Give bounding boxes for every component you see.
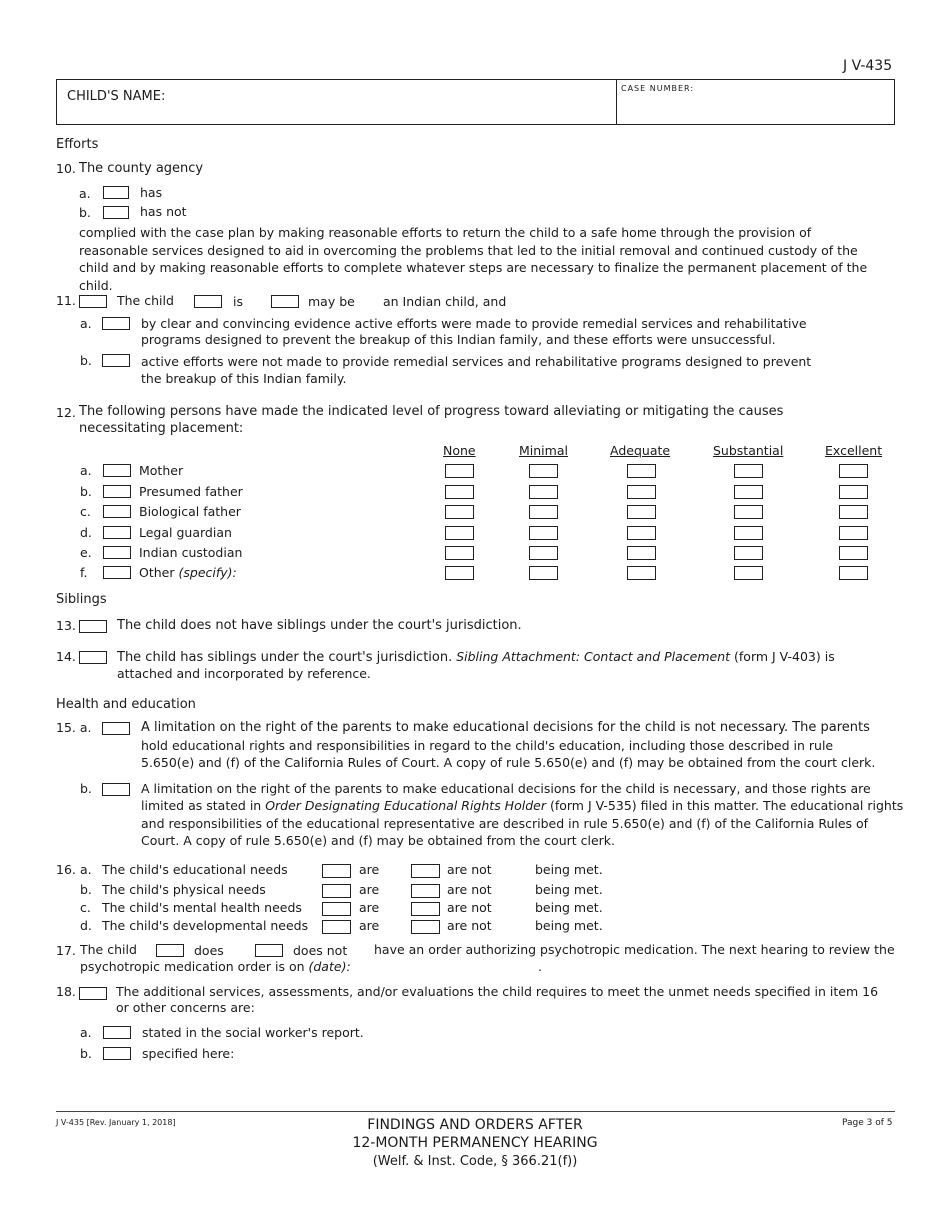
item-17-line2: [80, 959, 351, 974]
item-12-person-name: Mother: [139, 463, 184, 478]
item-11-is-checkbox[interactable]: [194, 295, 222, 308]
item-12-number: 12.: [56, 405, 76, 420]
item-16-are-not-checkbox[interactable]: [411, 920, 440, 934]
item-12-person-checkbox[interactable]: [103, 546, 131, 559]
item-18b-letter: b.: [80, 1046, 92, 1061]
progress-none-checkbox[interactable]: [445, 566, 474, 580]
progress-adequate-checkbox[interactable]: [627, 505, 656, 519]
col-excellent: Excellent: [825, 443, 883, 458]
item-11-child-label: The child: [117, 293, 174, 308]
item-12-person-label: [139, 484, 243, 499]
item-10b-label: has not: [140, 204, 187, 219]
item-11b-text: active efforts were not made to provide remedial services and rehabilitative programs designed to prevent the breakup of this Indian family.: [141, 354, 812, 386]
item-10-body: complied with the case plan by making reasonable efforts to return the child to a safe home through the provision of reasonable services designed to aid in overcoming the problems that led to the initial removal and continued custody of the child and by making reasonable efforts to complete whatever steps are necessary to finalize the permanent placement of the child.: [79, 225, 868, 293]
item-17-does-not: does not: [293, 943, 348, 958]
caption-divider: [616, 80, 617, 124]
child-name-label: CHILD'S NAME:: [67, 89, 166, 104]
progress-minimal-checkbox[interactable]: [529, 566, 558, 580]
progress-substantial-checkbox[interactable]: [734, 526, 763, 540]
item-16-are-checkbox[interactable]: [322, 920, 351, 934]
progress-excellent-checkbox[interactable]: [839, 546, 868, 560]
item-15-number: 15. a.: [56, 720, 92, 735]
item-15b-line2: [141, 798, 903, 813]
section-heading-health: Health and education: [56, 697, 196, 712]
item-17-order-text: psychotropic medication order is on: [80, 959, 305, 974]
item-17-text: have an order authorizing psychotropic medication. The next hearing to review the: [374, 942, 895, 957]
progress-none-checkbox[interactable]: [445, 464, 474, 478]
progress-adequate-checkbox[interactable]: [627, 546, 656, 560]
section-heading-siblings: Siblings: [56, 592, 107, 607]
item-18-checkbox[interactable]: [79, 987, 107, 1000]
item-12-row-letter: b.: [80, 484, 92, 499]
item-16-are-not-checkbox[interactable]: [411, 884, 440, 898]
item-16-are-checkbox[interactable]: [322, 884, 351, 898]
item-18-number: 18.: [56, 984, 76, 999]
item-16-are-not-label: are not: [447, 862, 492, 877]
item-11a-checkbox[interactable]: [102, 317, 130, 330]
item-15a-rest: hold educational rights and responsibilities in regard to the child's education, including those described in rule 5.650(e) and (f) of the California Rules of Court. A copy of rule 5.650(e) and (f) may be obtained from the court clerk.: [141, 738, 876, 770]
item-13-text: The child does not have siblings under the court's jurisdiction.: [117, 618, 522, 633]
item-17-period: .: [538, 959, 542, 974]
item-15b-rest: and responsibilities of the educational representative are described in rule 5.650(e) and (f) of the California Rules of Court. A copy of rule 5.650(e) and (f) may be obtained from the court clerk.: [141, 816, 869, 848]
item-16-are-label: are: [359, 918, 380, 933]
item-11-indian-label: an Indian child, and: [383, 294, 507, 309]
case-number-label: CASE NUMBER:: [621, 84, 695, 93]
item-15b-letter: b.: [80, 781, 92, 796]
item-12-person-name: Presumed father: [139, 484, 243, 499]
item-11a-text: by clear and convincing evidence active efforts were made to provide remedial services and rehabilitative programs designed to prevent the breakup of this Indian family, and these efforts were unsuccessful.: [141, 316, 807, 347]
item-12-person-checkbox[interactable]: [103, 485, 131, 498]
item-16-need-label: The child's physical needs: [102, 882, 266, 897]
item-14-text: The child has siblings under the court's jurisdiction.: [117, 650, 453, 665]
item-12-person-checkbox[interactable]: [103, 526, 131, 539]
progress-substantial-checkbox[interactable]: [734, 566, 763, 580]
footer-title-1: FINDINGS AND ORDERS AFTER: [367, 1117, 583, 1133]
item-16-number: 16.: [56, 862, 76, 877]
item-16-are-not-checkbox[interactable]: [411, 864, 440, 878]
item-16-are-not-label: are not: [447, 918, 492, 933]
item-16-row-letter: b.: [80, 882, 92, 897]
item-16-need-label: The child's educational needs: [102, 862, 288, 877]
item-17-does-checkbox[interactable]: [156, 944, 184, 957]
footer-page: Page 3 of 5: [842, 1118, 893, 1128]
item-10a-letter: a.: [79, 186, 91, 201]
item-12-row-letter: a.: [80, 463, 92, 478]
footer-rule: [56, 1111, 895, 1112]
progress-substantial-checkbox[interactable]: [734, 464, 763, 478]
progress-minimal-checkbox[interactable]: [529, 485, 558, 499]
item-13-number: 13.: [56, 618, 76, 633]
item-16-are-not-checkbox[interactable]: [411, 902, 440, 916]
item-16-are-not-label: are not: [447, 900, 492, 915]
progress-adequate-checkbox[interactable]: [627, 566, 656, 580]
item-16-need-label: The child's developmental needs: [102, 918, 309, 933]
item-12-person-name: Legal guardian: [139, 525, 232, 540]
item-12-person-label: [139, 565, 237, 580]
item-12-person-name: Biological father: [139, 504, 241, 519]
item-11a-letter: a.: [80, 316, 92, 331]
progress-excellent-checkbox[interactable]: [839, 526, 868, 540]
item-16-are-label: are: [359, 882, 380, 897]
item-12-person-checkbox[interactable]: [103, 566, 131, 579]
item-18a-letter: a.: [80, 1025, 92, 1040]
item-12-person-name: Other: [139, 565, 175, 580]
progress-none-checkbox[interactable]: [445, 546, 474, 560]
col-minimal: Minimal: [519, 443, 568, 458]
item-17-does-not-checkbox[interactable]: [255, 944, 283, 957]
item-16-being-met: being met.: [535, 882, 603, 897]
item-14-line1: [117, 649, 835, 665]
item-14-form-ref: (form J V-403) is: [734, 649, 835, 664]
col-adequate: Adequate: [610, 443, 671, 458]
item-16-row-letter: a.: [80, 862, 92, 877]
item-12-specify: (specify):: [178, 565, 237, 580]
item-18-text: The additional services, assessments, and/or evaluations the child requires to meet the unmet needs specified in item 16 or other concerns are:: [116, 984, 879, 1015]
item-15b-form-ref: (form J V-535) filed in this matter. The educational rights: [549, 798, 904, 813]
item-15b-limited: limited as stated in: [141, 798, 262, 813]
item-17-date-field[interactable]: [352, 959, 536, 975]
footer-revision: J V-435 [Rev. January 1, 2018]: [56, 1118, 176, 1127]
item-16-are-checkbox[interactable]: [322, 902, 351, 916]
item-10a-checkbox[interactable]: [103, 186, 129, 199]
progress-minimal-checkbox[interactable]: [529, 526, 558, 540]
item-15b-form-title: Order Designating Educational Rights Holder: [265, 798, 546, 813]
item-12-text: The following persons have made the indicated level of progress toward alleviating or mitigating the causes necessitating placement:: [79, 404, 784, 436]
item-17-date-label: (date):: [308, 959, 351, 974]
progress-excellent-checkbox[interactable]: [839, 566, 868, 580]
item-16-are-label: are: [359, 862, 380, 877]
item-15b-line1: A limitation on the right of the parents to make educational decisions for the child is necessary, and those rights are: [141, 781, 871, 796]
item-12-person-label: [139, 545, 242, 560]
item-16-row-letter: d.: [80, 918, 92, 933]
item-12-person-checkbox[interactable]: [103, 464, 131, 477]
col-none: None: [443, 443, 476, 458]
item-12-person-label: [139, 525, 232, 540]
item-18b-checkbox[interactable]: [103, 1047, 131, 1060]
item-17-number: 17.: [56, 943, 76, 958]
item-12-row-letter: f.: [80, 565, 88, 580]
item-16-are-label: are: [359, 900, 380, 915]
progress-minimal-checkbox[interactable]: [529, 464, 558, 478]
item-14-line2: attached and incorporated by reference.: [117, 666, 371, 681]
item-12-row-letter: e.: [80, 545, 92, 560]
progress-substantial-checkbox[interactable]: [734, 546, 763, 560]
item-14-checkbox[interactable]: [79, 651, 107, 664]
item-16-need-label: The child's mental health needs: [102, 900, 302, 915]
col-substantial: Substantial: [713, 443, 784, 458]
progress-excellent-checkbox[interactable]: [839, 485, 868, 499]
item-17-child: The child: [80, 942, 137, 957]
item-18a-text: stated in the social worker's report.: [142, 1025, 364, 1040]
item-10b-checkbox[interactable]: [103, 206, 129, 219]
caption-box: [56, 79, 895, 125]
item-16-being-met: being met.: [535, 918, 603, 933]
progress-substantial-checkbox[interactable]: [734, 485, 763, 499]
item-14-form-title: Sibling Attachment: Contact and Placement: [456, 649, 731, 664]
item-17-does: does: [194, 943, 224, 958]
item-12-person-name: Indian custodian: [139, 545, 243, 560]
progress-none-checkbox[interactable]: [445, 526, 474, 540]
item-15b-checkbox[interactable]: [102, 783, 130, 796]
item-10b-letter: b.: [79, 205, 91, 220]
progress-none-checkbox[interactable]: [445, 485, 474, 499]
item-12-person-checkbox[interactable]: [103, 505, 131, 518]
item-10-number: 10.: [56, 161, 76, 176]
progress-adequate-checkbox[interactable]: [627, 526, 656, 540]
item-11-number: 11.: [56, 293, 76, 308]
item-16-row-letter: c.: [80, 900, 91, 915]
item-12-row-letter: d.: [80, 525, 92, 540]
footer-code: (Welf. & Inst. Code, § 366.21(f)): [372, 1154, 578, 1169]
item-16-are-checkbox[interactable]: [322, 864, 351, 878]
progress-excellent-checkbox[interactable]: [839, 464, 868, 478]
form-number: J V-435: [843, 58, 893, 74]
item-10-text: The county agency: [79, 161, 204, 176]
item-11-may-be-checkbox[interactable]: [271, 295, 299, 308]
section-heading-efforts: Efforts: [56, 137, 99, 152]
item-13-checkbox[interactable]: [79, 620, 107, 633]
item-11-child-checkbox[interactable]: [79, 295, 107, 308]
progress-excellent-checkbox[interactable]: [839, 505, 868, 519]
item-15a-checkbox[interactable]: [102, 722, 130, 735]
progress-minimal-checkbox[interactable]: [529, 505, 558, 519]
item-11-may-be-label: may be: [308, 294, 355, 309]
item-18a-checkbox[interactable]: [103, 1026, 131, 1039]
item-16-are-not-label: are not: [447, 882, 492, 897]
progress-adequate-checkbox[interactable]: [627, 485, 656, 499]
item-14-number: 14.: [56, 649, 76, 664]
item-10a-label: has: [140, 185, 163, 200]
item-16-being-met: being met.: [535, 862, 603, 877]
progress-minimal-checkbox[interactable]: [529, 546, 558, 560]
item-12-row-letter: c.: [80, 504, 91, 519]
item-15a-line1: A limitation on the right of the parents to make educational decisions for the child is not necessary. The parents: [141, 720, 870, 735]
progress-none-checkbox[interactable]: [445, 505, 474, 519]
footer-title-2: 12-MONTH PERMANENCY HEARING: [352, 1135, 598, 1151]
item-12-person-label: [139, 504, 241, 519]
item-11-is-label: is: [233, 294, 243, 309]
progress-substantial-checkbox[interactable]: [734, 505, 763, 519]
item-11b-letter: b.: [80, 353, 92, 368]
item-16-being-met: being met.: [535, 900, 603, 915]
item-18b-text: specified here:: [142, 1046, 235, 1061]
item-12-person-label: [139, 463, 183, 478]
progress-adequate-checkbox[interactable]: [627, 464, 656, 478]
item-11b-checkbox[interactable]: [102, 354, 130, 367]
